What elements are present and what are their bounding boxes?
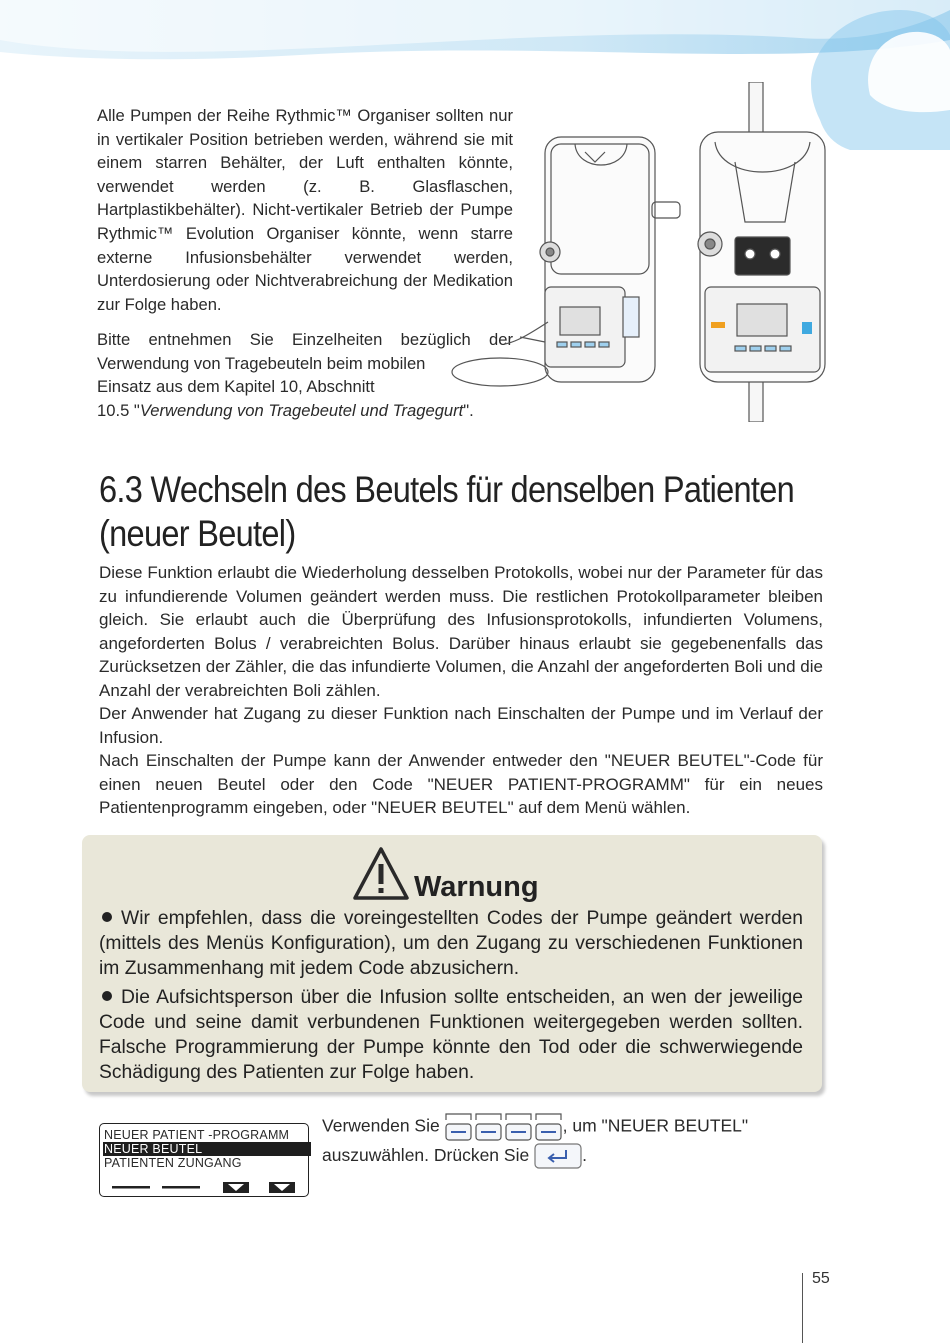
lcd-menu-row: PATIENTEN ZUNGANG	[104, 1156, 242, 1170]
ref-suffix: ".	[463, 400, 474, 420]
instruction-text	[322, 1112, 792, 1169]
warning-item	[99, 906, 803, 981]
warning-list	[99, 906, 803, 1089]
section-body	[99, 561, 823, 820]
bullet-icon	[102, 912, 112, 922]
section-title-line2: (neuer Beutel)	[99, 513, 296, 554]
instruction-part3: auszuwählen. Drücken Sie	[322, 1145, 530, 1165]
ref-prefix: 10.5 "	[97, 400, 140, 420]
page-divider	[802, 1273, 803, 1343]
lcd-menu-row: NEUER PATIENT -PROGRAMM	[104, 1128, 290, 1142]
warning-item	[99, 985, 803, 1085]
intro-paragraph-1: Alle Pumpen der Reihe Rythmic™ Organiser sollten nur in vertikaler Position betrieben werden, während sie mit einem starren Behälter, der Luft enthalten könnte, verwendet werden (z. B. Glasflaschen, Hartplastikbehälter). Nicht-vertikaler Betrieb der Pumpe Rythmic™ Evolution Organiser könnte, wenn starre externe Infusionsbehälter verwendet werden, Unterdosierung oder Nichtverabreichung der Medikation zur Folge haben.	[97, 106, 513, 314]
lcd-softkey-down-icon	[263, 1179, 307, 1195]
instruction-part1: Verwenden Sie	[322, 1115, 440, 1136]
page-number: 55	[812, 1270, 830, 1287]
warning-heading	[352, 842, 539, 902]
section-title-line1: 6.3 Wechseln des Beutels für denselben Patienten	[99, 469, 795, 510]
pump-right-drawing	[698, 82, 825, 422]
section-paragraph: Nach Einschalten der Pumpe kann der Anwender entweder den "NEUER BEUTEL"-Code für einen neuen Beutel oder den Code "NEUER PATIENT-PROGRAMM" für ein neues Patientenprogramm eingeben, oder "NEUER BEUTEL" auf dem Menü wählen.	[99, 751, 823, 817]
lcd-menu-screen	[99, 1123, 309, 1197]
intro-p2-line2: Verwendung von Tragebeuteln beim mobilen	[97, 353, 426, 373]
intro-p2-line3: Einsatz aus dem Kapitel 10, Abschnitt	[97, 377, 375, 397]
pump-left-drawing	[452, 137, 680, 386]
lcd-menu-row-selected: NEUER BEUTEL	[103, 1142, 311, 1156]
soft-keys-icon	[445, 1112, 563, 1142]
pump-illustration	[445, 82, 840, 422]
intro-p2-line1: Bitte entnehmen Sie Einzelheiten bezüglich der	[97, 330, 513, 349]
warning-triangle-icon	[352, 846, 410, 902]
instruction-part4: .	[582, 1145, 587, 1165]
instruction-part2: , um "NEUER BEUTEL"	[562, 1115, 749, 1136]
lcd-softkey-down-icon	[217, 1179, 261, 1195]
section-paragraph: Diese Funktion erlaubt die Wiederholung desselben Protokolls, wobei nur der Parameter für das zu infundierende Volumen geändert werden muss. Die restlichen Protokollparameter bleiben gleich. Sie erlaubt auch die Überprüfung des Infusionsprotokolls, infundierten Volumens, angeforderten Bolus / verabreichten Bolus. Darüber hinaus erlaubt sie gegebenenfalls das Zurücksetzen der Zähler, die das infundierte Volumen, die Anzahl der angeforderten Boli und die Anzahl der verabreichten Boli zählen.	[99, 563, 823, 700]
warning-item-text: Die Aufsichtsperson über die Infusion sollte entscheiden, an wen der jeweilige Code und seine damit verbundenen Funktionen weitergegeben werden sollten. Falsche Programmierung der Pumpe könnte den Tod oder die schwerwiegende Schädigung des Patienten zur Folge haben.	[99, 987, 803, 1083]
lcd-softkey-dash	[160, 1179, 204, 1195]
lcd-softkey-dash	[110, 1179, 154, 1195]
bullet-icon	[102, 991, 112, 1001]
section-paragraph: Der Anwender hat Zugang zu dieser Funktion nach Einschalten der Pumpe und im Verlauf der Infusion.	[99, 704, 823, 747]
chapter-reference: Verwendung von Tragebeutel und Tragegurt	[139, 400, 464, 420]
warning-item-text: Wir empfehlen, dass die voreingestellten Codes der Pumpe geändert werden (mittels des Menüs Konfiguration), um den Zugang zu verschiedenen Funktionen im Zusammenhang mit jedem Code abzusichern.	[99, 908, 803, 979]
section-title	[99, 468, 795, 556]
enter-key-icon	[534, 1143, 582, 1169]
warning-title: Warnung	[414, 871, 539, 903]
